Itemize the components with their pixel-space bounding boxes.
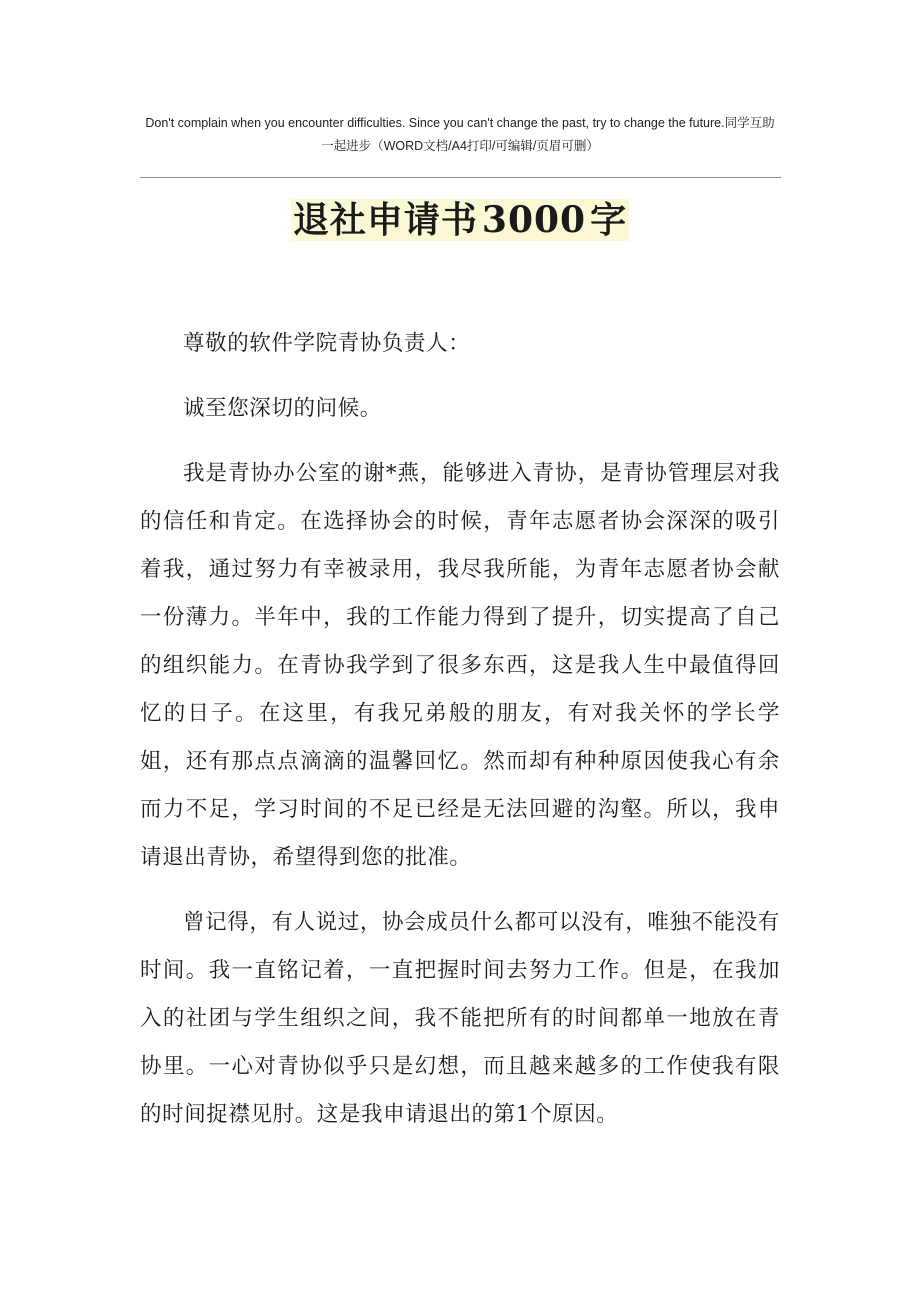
salutation: 尊敬的软件学院青协负责人：	[183, 331, 471, 356]
body-paragraph: 曾记得，有人说过，协会成员什么都可以没有，唯独不能没有时间。我一直铭记着，一直把握时间去努力工作。但是，在我加入的社团与学生组织之间，我不能把所有的时间都单一地放在青协里。一心对青协似乎只是幻想，而且越来越多的工作使我有限的时间捉襟见肘。这是我申请退出的第1个原因。	[140, 910, 780, 1127]
body-paragraph: 我是青协办公室的谢*燕，能够进入青协，是青协管理层对我的信任和肯定。在选择协会的时候，青年志愿者协会深深的吸引着我，通过努力有幸被录用，我尽我所能，为青年志愿者协会献一份薄力。半年中，我的工作能力得到了提升，切实提高了自己的组织能力。在青协我学到了很多东西，这是我人生中最值得回忆的日子。在这里，有我兄弟般的朋友，有对我关怀的学长学姐，还有那点点滴滴的温馨回忆。然而却有种种原因使我心有余而力不足，学习时间的不足已经是无法回避的沟壑。所以，我申请退出青协，希望得到您的批准。	[140, 461, 780, 870]
page-header	[140, 112, 788, 158]
title-part-2: 3000	[481, 199, 587, 241]
greeting: 诚至您深切的问候。	[183, 396, 382, 421]
title-part-1: 退社申请书	[292, 199, 478, 241]
document-body	[140, 320, 780, 1156]
header-text: Don't complain when you encounter difficulties. Since you can't change the past, try to change the future.同学互助 一起进步（WORD文档/A4打印/可编辑/页眉可删）	[145, 116, 788, 153]
document-title	[0, 192, 920, 248]
header-divider	[140, 177, 781, 178]
title-part-3: 字	[590, 199, 628, 241]
